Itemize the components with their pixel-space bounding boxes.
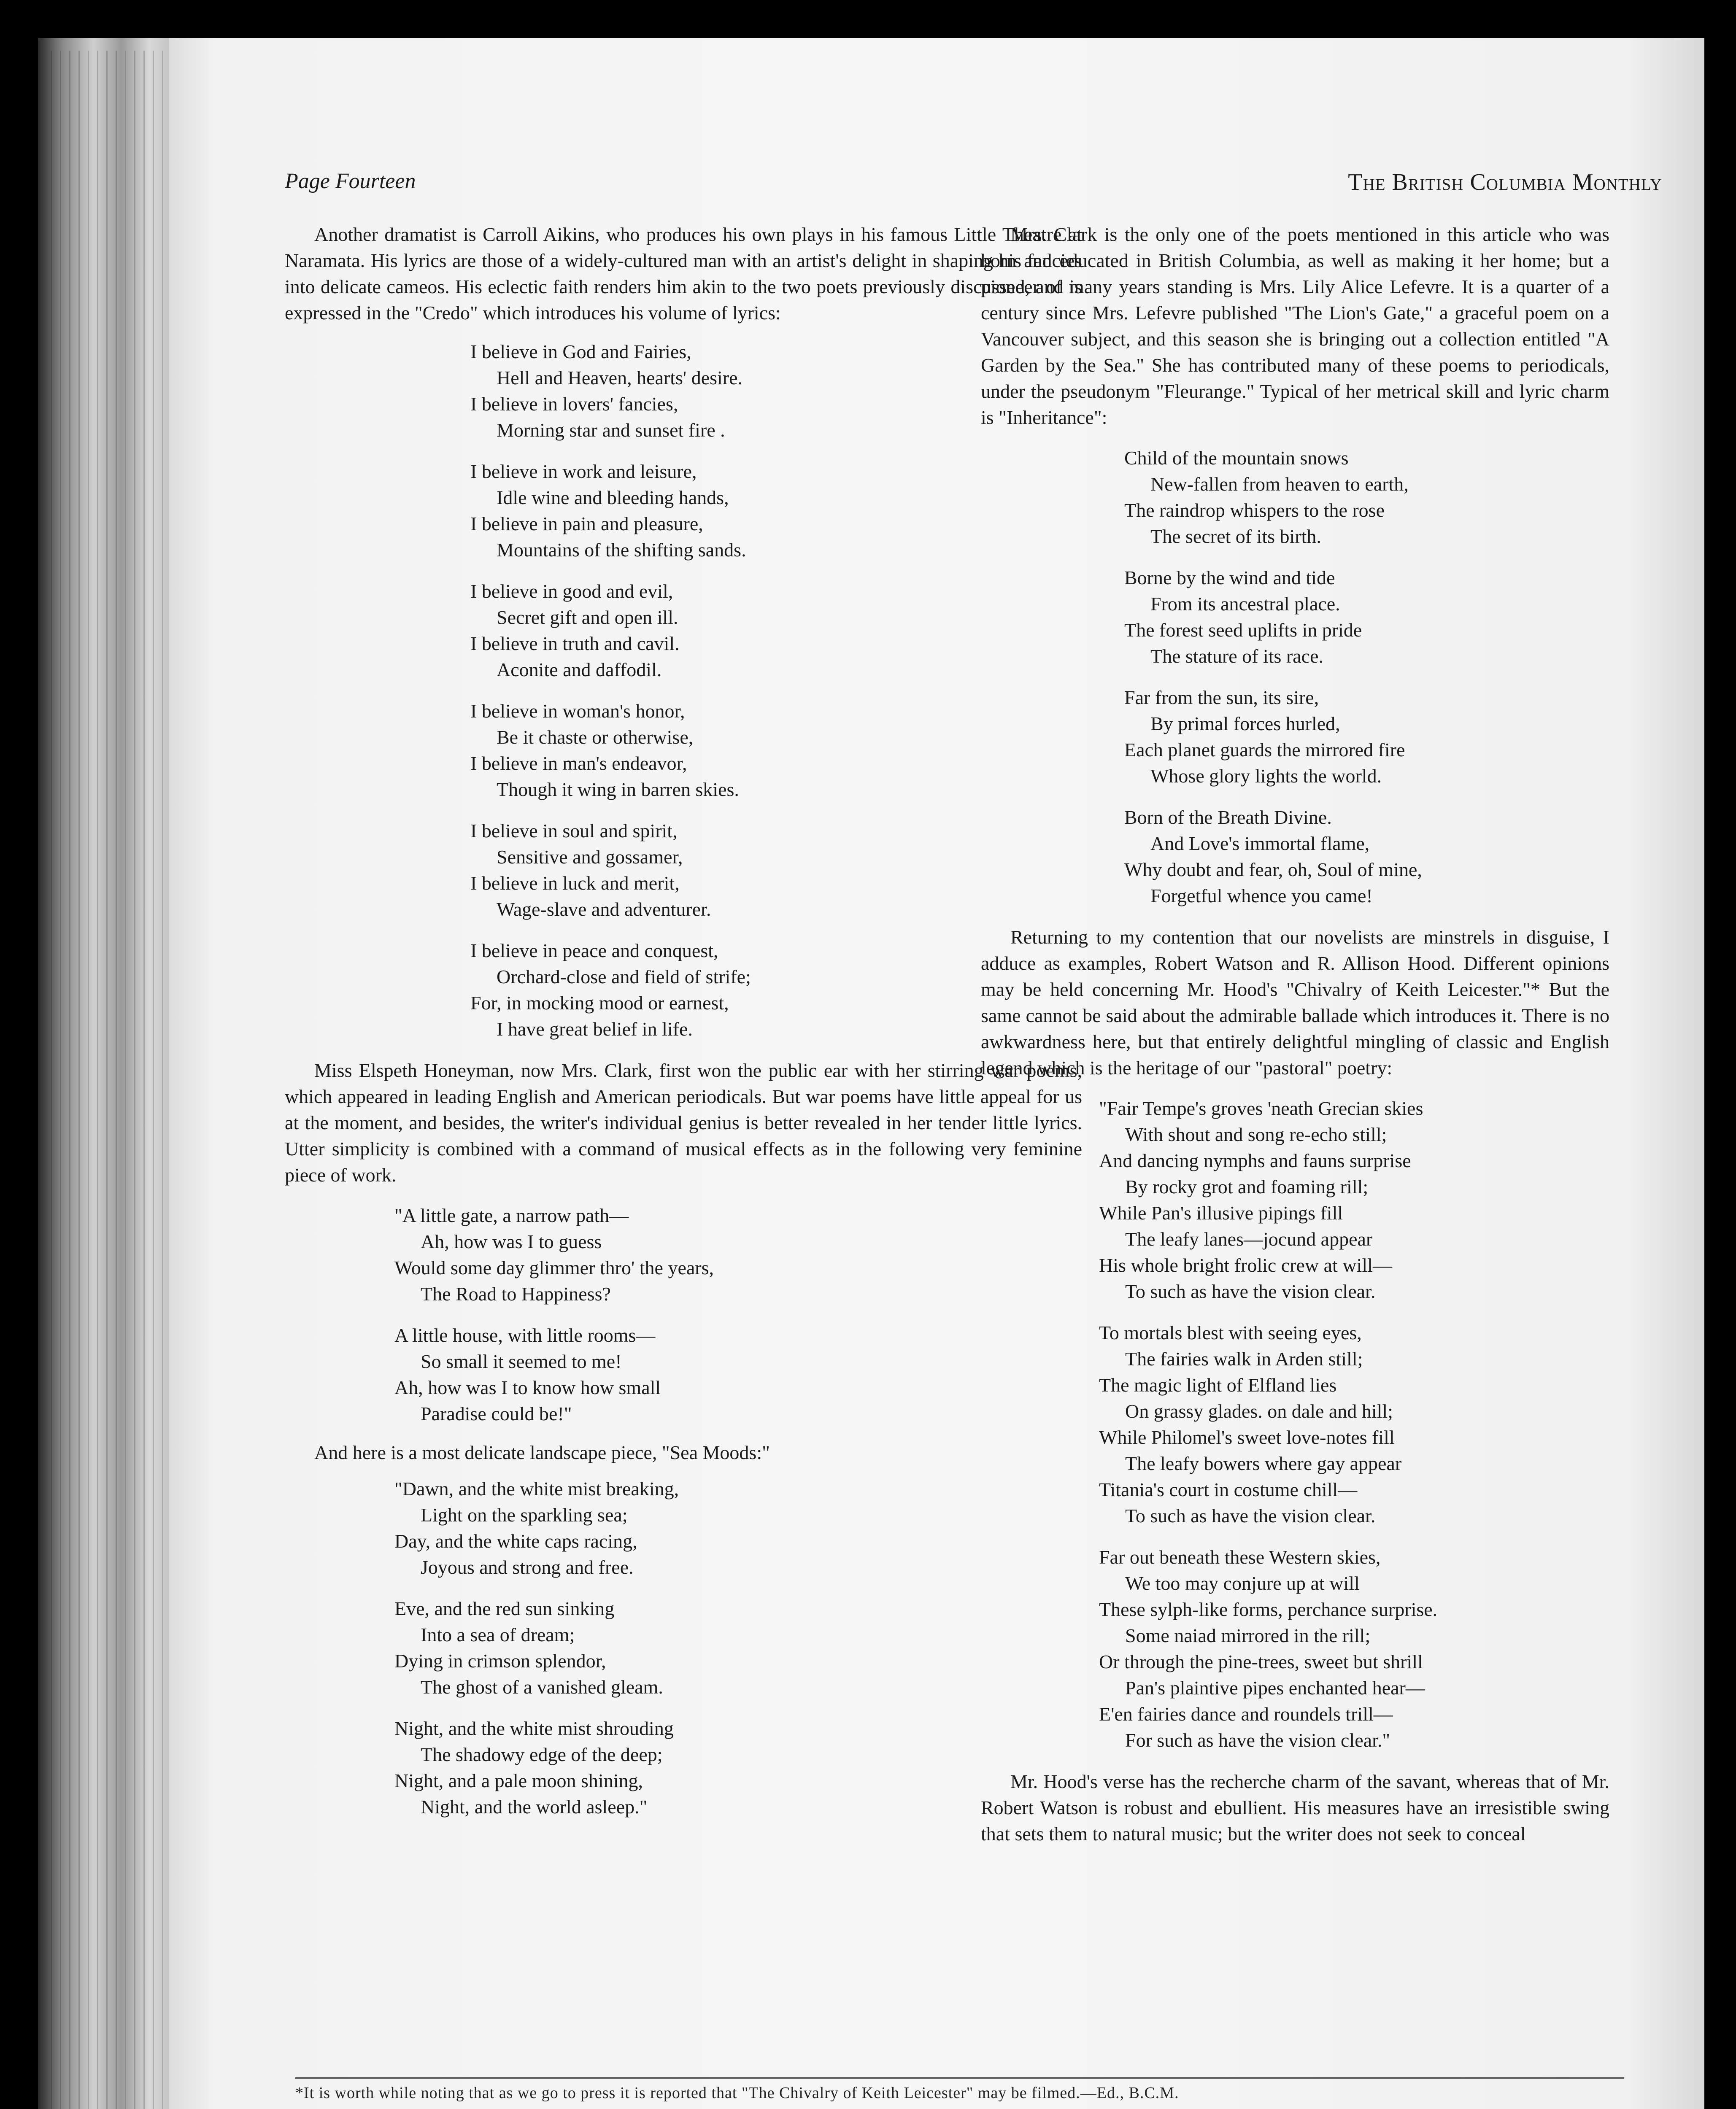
poem-line: The leafy bowers where gay appear: [1125, 1453, 1402, 1474]
poem-line: And Love's immortal flame,: [1150, 833, 1370, 854]
poem-inheritance: [981, 445, 1609, 909]
poem-line: I believe in work and leisure,: [470, 461, 697, 482]
poem-line: Sensitive and gossamer,: [497, 846, 683, 868]
poem-line: Night, and the world asleep.": [421, 1796, 648, 1818]
poem-stanza: [981, 685, 1609, 789]
poem-stanza: [285, 1203, 1082, 1307]
poem-line: Into a sea of dream;: [421, 1624, 575, 1645]
publication-title: The British Columbia Monthly: [1348, 169, 1662, 195]
poem-line: Far out beneath these Western skies,: [1099, 1546, 1381, 1568]
poem-line: Ah, how was I to guess: [421, 1231, 602, 1252]
poem-line: Light on the sparkling sea;: [421, 1504, 628, 1526]
poem-line: Night, and a pale moon shining,: [394, 1770, 643, 1791]
poem-line: Though it wing in barren skies.: [497, 779, 739, 800]
poem-line: I have great belief in life.: [497, 1018, 693, 1040]
poem-ballade: [981, 1095, 1609, 1753]
right-column: [981, 221, 1609, 1847]
poem-line: Morning star and sunset fire .: [497, 419, 725, 441]
page-number-heading: Page Fourteen: [285, 169, 416, 193]
poem-line: I believe in peace and conquest,: [470, 940, 718, 961]
poem-line: Idle wine and bleeding hands,: [497, 487, 729, 508]
poem-stanza: [981, 445, 1609, 550]
poem-line: Some naiad mirrored in the rill;: [1125, 1625, 1371, 1646]
poem-stanza: [981, 1320, 1609, 1529]
magazine-page: [169, 38, 1704, 2109]
poem-little-gate: [285, 1203, 1082, 1427]
poem-line: Hell and Heaven, hearts' desire.: [497, 367, 743, 388]
poem-line: Day, and the white caps racing,: [394, 1530, 637, 1552]
poem-line: Joyous and strong and free.: [421, 1556, 634, 1578]
poem-line: The fairies walk in Arden still;: [1125, 1348, 1363, 1370]
poem-line: Each planet guards the mirrored fire: [1124, 739, 1405, 761]
poem-line: Titania's court in costume chill—: [1099, 1479, 1358, 1500]
poem-line: On grassy glades. on dale and hill;: [1125, 1400, 1393, 1422]
poem-line: I believe in pain and pleasure,: [470, 513, 703, 534]
poem-line: I believe in luck and merit,: [470, 872, 680, 894]
poem-line: I believe in woman's honor,: [470, 700, 685, 722]
poem-line: From its ancestral place.: [1150, 593, 1340, 615]
poem-line: The ghost of a vanished gleam.: [421, 1676, 663, 1698]
poem-line: By primal forces hurled,: [1150, 713, 1340, 734]
poem-stanza: [285, 339, 1082, 443]
poem-line: The shadowy edge of the deep;: [421, 1744, 663, 1765]
poem-line: I believe in soul and spirit,: [470, 820, 678, 841]
footnote: *It is worth while noting that as we go to press it is reported that "The Chivalry of Keith Leicester" may be filmed.—Ed., B.C.M.: [295, 2084, 1179, 2102]
poem-line: Dying in crimson splendor,: [394, 1650, 606, 1672]
poem-line: I believe in lovers' fancies,: [470, 393, 678, 415]
poem-line: Secret gift and open ill.: [497, 607, 678, 628]
poem-line: The stature of its race.: [1150, 645, 1323, 667]
poem-line: So small it seemed to me!: [421, 1351, 622, 1372]
paragraph-sea-moods-intro: And here is a most delicate landscape piece, "Sea Moods:": [314, 1442, 770, 1463]
poem-line: To such as have the vision clear.: [1125, 1505, 1376, 1526]
poem-line: And dancing nymphs and fauns surprise: [1099, 1150, 1411, 1171]
footnote-rule: [295, 2077, 1624, 2079]
poem-stanza: [285, 818, 1082, 922]
poem-stanza: [981, 1544, 1609, 1753]
poem-line: Or through the pine-trees, sweet but shrill: [1099, 1651, 1423, 1672]
poem-stanza: [285, 698, 1082, 803]
poem-stanza: [285, 458, 1082, 563]
poem-line: The leafy lanes—jocund appear: [1125, 1228, 1373, 1250]
poem-credo: [285, 339, 1082, 1042]
page-edges: [51, 51, 169, 2109]
poem-line: Why doubt and fear, oh, Soul of mine,: [1124, 859, 1422, 880]
poem-line: "Dawn, and the white mist breaking,: [394, 1478, 679, 1499]
poem-line: I believe in truth and cavil.: [470, 633, 680, 654]
paragraph-lefevre: Mrs. Clark is the only one of the poets mentioned in this article who was born and educated in British Columbia, as well as making it her home; but a pioneer of many years standing is Mrs. Lily Alice Lefevre. It is a quarter of a century since Mrs. Lefevre published "The Lion's Gate," a graceful poem on a Vancouver subject, and this season she is bringing out a collection entitled "A Garden by the Sea." She has contributed many of these poems to periodicals, under the pseudonym "Fleurange." Typical of her metrical skill and lyric charm is "Inheritance":: [981, 224, 1609, 428]
poem-line: Forgetful whence you came!: [1150, 885, 1373, 906]
poem-line: For, in mocking mood or earnest,: [470, 992, 729, 1014]
poem-line: The forest seed uplifts in pride: [1124, 619, 1362, 641]
poem-line: The raindrop whispers to the rose: [1124, 499, 1385, 521]
poem-line: Born of the Breath Divine.: [1124, 806, 1332, 828]
poem-stanza: [981, 565, 1609, 669]
poem-line: Borne by the wind and tide: [1124, 567, 1335, 588]
poem-line: Would some day glimmer thro' the years,: [394, 1257, 714, 1278]
poem-line: For such as have the vision clear.": [1125, 1729, 1390, 1751]
poem-line: I believe in man's endeavor,: [470, 752, 687, 774]
poem-line: I believe in God and Fairies,: [470, 341, 691, 362]
paragraph-honeyman: Miss Elspeth Honeyman, now Mrs. Clark, first won the public ear with her stirring war poems, which appeared in leading English and American periodicals. But war poems have little appeal for us at the moment, and besides, the writer's individual genius is better revealed in her tender little lyrics. Utter simplicity is combined with a command of musical effects as in the following very feminine piece of work.: [285, 1060, 1082, 1186]
poem-stanza: [285, 938, 1082, 1042]
poem-line: "A little gate, a narrow path—: [394, 1205, 629, 1226]
poem-line: With shout and song re-echo still;: [1125, 1124, 1387, 1145]
poem-line: His whole bright frolic crew at will—: [1099, 1254, 1392, 1276]
paragraph-novelists: Returning to my contention that our novelists are minstrels in disguise, I adduce as examples, Robert Watson and R. Allison Hood. Different opinions may be held concerning Mr. Hood's "Chivalry of Keith Leicester."* But the same cannot be said about the admirable ballade which introduces it. There is no awkwardness here, but that entirely delightful mingling of classic and English legend which is the heritage of our "pastoral" poetry:: [981, 926, 1609, 1079]
poem-line: Child of the mountain snows: [1124, 447, 1349, 469]
poem-line: The Road to Happiness?: [421, 1283, 611, 1305]
poem-line: The secret of its birth.: [1150, 526, 1321, 547]
poem-line: Wage-slave and adventurer.: [497, 898, 711, 920]
paragraph-hood-watson: Mr. Hood's verse has the recherche charm of the savant, whereas that of Mr. Robert Watson is robust and ebullient. His measures have an irresistible swing that sets them to natural music; but the writer does not seek to conceal: [981, 1771, 1609, 1845]
poem-stanza: [285, 1596, 1082, 1700]
poem-line: A little house, with little rooms—: [394, 1324, 656, 1346]
poem-stanza: [285, 1322, 1082, 1427]
poem-line: We too may conjure up at will: [1125, 1572, 1360, 1594]
poem-line: Orchard-close and field of strife;: [497, 966, 751, 987]
poem-line: I believe in good and evil,: [470, 580, 673, 602]
poem-line: By rocky grot and foaming rill;: [1125, 1176, 1369, 1197]
poem-line: Be it chaste or otherwise,: [497, 726, 694, 748]
poem-stanza: [981, 804, 1609, 909]
poem-line: Aconite and daffodil.: [497, 659, 662, 680]
poem-line: To mortals blest with seeing eyes,: [1099, 1322, 1362, 1343]
poem-stanza: [285, 1476, 1082, 1580]
poem-line: "Fair Tempe's groves 'neath Grecian skies: [1099, 1098, 1423, 1119]
poem-line: Night, and the white mist shrouding: [394, 1718, 674, 1739]
poem-line: Far from the sun, its sire,: [1124, 687, 1319, 708]
poem-line: E'en fairies dance and roundels trill—: [1099, 1703, 1393, 1725]
poem-stanza: [285, 578, 1082, 683]
poem-line: While Philomel's sweet love-notes fill: [1099, 1427, 1395, 1448]
poem-line: To such as have the vision clear.: [1125, 1281, 1376, 1302]
poem-line: These sylph-like forms, perchance surprise.: [1099, 1599, 1438, 1620]
poem-line: New-fallen from heaven to earth,: [1150, 473, 1409, 495]
poem-line: Pan's plaintive pipes enchanted hear—: [1125, 1677, 1425, 1699]
poem-sea-moods: [285, 1476, 1082, 1820]
poem-stanza: [981, 1095, 1609, 1305]
poem-line: Paradise could be!": [421, 1403, 572, 1424]
poem-line: While Pan's illusive pipings fill: [1099, 1202, 1343, 1224]
poem-line: Whose glory lights the world.: [1150, 765, 1382, 787]
poem-line: The magic light of Elfland lies: [1099, 1374, 1337, 1396]
poem-stanza: [285, 1715, 1082, 1820]
paragraph-aikins: Another dramatist is Carroll Aikins, who produces his own plays in his famous Little Theatre at Naramata. His lyrics are those of a widely-cultured man with an artist's delight in shaping his fancies into delicate cameos. His eclectic faith renders him akin to the two poets previously discussed, and is expressed in the "Credo" which introduces his volume of lyrics:: [285, 224, 1082, 324]
poem-line: Mountains of the shifting sands.: [497, 539, 746, 561]
poem-line: Eve, and the red sun sinking: [394, 1598, 615, 1619]
poem-line: Ah, how was I to know how small: [394, 1377, 661, 1398]
left-column: [285, 221, 1082, 1835]
